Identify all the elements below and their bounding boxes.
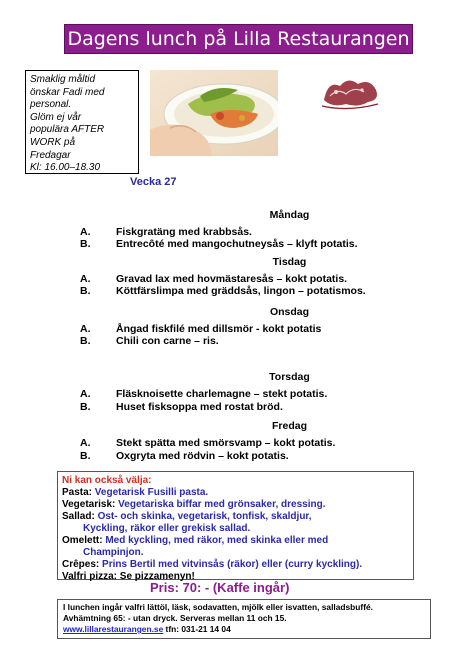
note-line: WORK på — [30, 136, 76, 148]
alternatives-box — [57, 471, 414, 580]
note-line: Smaklig måltid — [30, 74, 96, 85]
week-label: Vecka 27 — [130, 176, 177, 188]
option-vegetarian — [62, 499, 409, 511]
note-line: Glöm ej vår — [30, 111, 82, 123]
dish-row — [80, 226, 252, 238]
option-omelette-cont — [62, 547, 409, 559]
dish-text: Stekt spätta med smörsvamp – kokt potatis. — [116, 437, 336, 449]
option-value: Ost- och skinka, vegetarisk, tonfisk, skaldjur, — [97, 511, 312, 522]
dish-text: Huset fisksoppa med rostat bröd. — [116, 401, 283, 413]
dish-row — [80, 335, 219, 347]
food-plate-photo — [150, 70, 278, 156]
option-value: Med kyckling, med räkor, med skinka eller med — [105, 535, 329, 546]
day-heading: Torsdag — [269, 371, 310, 383]
note-line: populära AFTER — [30, 124, 105, 136]
dish-letter: B. — [80, 401, 91, 413]
option-label: Omelett: — [62, 535, 103, 546]
dish-row — [80, 401, 283, 413]
dish-text: Ångad fiskfilé med dillsmör - kokt potatis — [116, 323, 322, 335]
dish-letter: B. — [80, 238, 91, 250]
dish-text: Köttfärslimpa med gräddsås, lingon – potatismos. — [116, 285, 366, 297]
welcome-note — [25, 70, 139, 174]
option-label: Pasta: — [62, 487, 93, 498]
price-label: Pris: 70: - (Kaffe ingår) — [150, 580, 290, 595]
footer-line: Avhämtning 65: - utan dryck. Serveras mellan 11 och 15. — [63, 613, 287, 623]
option-salad — [62, 511, 409, 523]
day-heading: Tisdag — [272, 256, 307, 268]
dish-text: Entrecôté med mangochutneysås – klyft potatis. — [116, 238, 358, 250]
option-value: Champinjon. — [83, 547, 144, 558]
dish-text: Fiskgratäng med krabbsås. — [116, 226, 252, 238]
option-value: Prins Bertil med vitvinsås (räkor) eller (curry kyckling). — [102, 559, 363, 570]
phone-number: tfn: 031-21 14 04 — [163, 624, 231, 634]
dish-row — [80, 238, 358, 250]
dish-row — [80, 323, 321, 335]
note-line: Fredagar — [30, 149, 71, 161]
dish-letter: A. — [80, 388, 91, 400]
option-label: Vegetarisk: — [62, 499, 116, 510]
dish-text: Oxgryta med rödvin – kokt potatis. — [116, 450, 289, 462]
dish-letter: A. — [80, 226, 91, 238]
dish-letter: A. — [80, 273, 91, 285]
option-value: Vegetarisk Fusilli pasta. — [94, 487, 209, 498]
dish-row — [80, 285, 366, 297]
dish-letter: B. — [80, 335, 91, 347]
day-heading: Fredag — [271, 420, 307, 432]
footer-contact — [63, 624, 425, 635]
option-salad-cont — [62, 523, 409, 535]
day-heading: Måndag — [269, 209, 310, 221]
dish-letter: B. — [80, 285, 91, 297]
dish-text: Chili con carne – ris. — [116, 335, 219, 347]
note-line: önskar Fadi med — [30, 86, 105, 98]
alternatives-heading: Ni kan också välja: — [62, 475, 152, 486]
restaurant-logo — [318, 72, 384, 112]
option-pasta — [62, 487, 409, 499]
option-pizza: Valfri pizza: Se pizzamenyn! — [62, 571, 195, 582]
dish-row — [80, 388, 327, 400]
option-omelette — [62, 535, 409, 547]
dish-text: Fläsknoisette charlemagne – stekt potatis. — [116, 388, 328, 400]
menu-title: Dagens lunch på Lilla Restaurangen — [64, 24, 413, 54]
website-link[interactable]: www.lillarestaurangen.se — [63, 624, 164, 634]
dish-letter: B. — [80, 450, 91, 462]
footer-line: I lunchen ingår valfri lättöl, läsk, sodavatten, mjölk eller isvatten, salladsbuffé. — [63, 602, 373, 612]
option-value: Kyckling, räkor eller grekisk sallad. — [83, 523, 251, 534]
option-value: Vegetariska biffar med grönsaker, dressing. — [118, 499, 326, 510]
dish-row — [80, 273, 347, 285]
dish-row — [80, 437, 335, 449]
dish-row — [80, 450, 289, 462]
dish-text: Gravad lax med hovmästaresås – kokt potatis. — [116, 273, 348, 285]
option-crepes — [62, 559, 409, 571]
dish-letter: A. — [80, 437, 91, 449]
note-line: Kl: 16.00–18.30 — [30, 162, 101, 174]
footer-info — [57, 599, 431, 639]
option-label: Crêpes: — [62, 559, 100, 570]
option-label: Sallad: — [62, 511, 95, 522]
note-line: personal. — [30, 99, 72, 111]
dish-letter: A. — [80, 323, 91, 335]
day-heading: Onsdag — [269, 306, 310, 318]
